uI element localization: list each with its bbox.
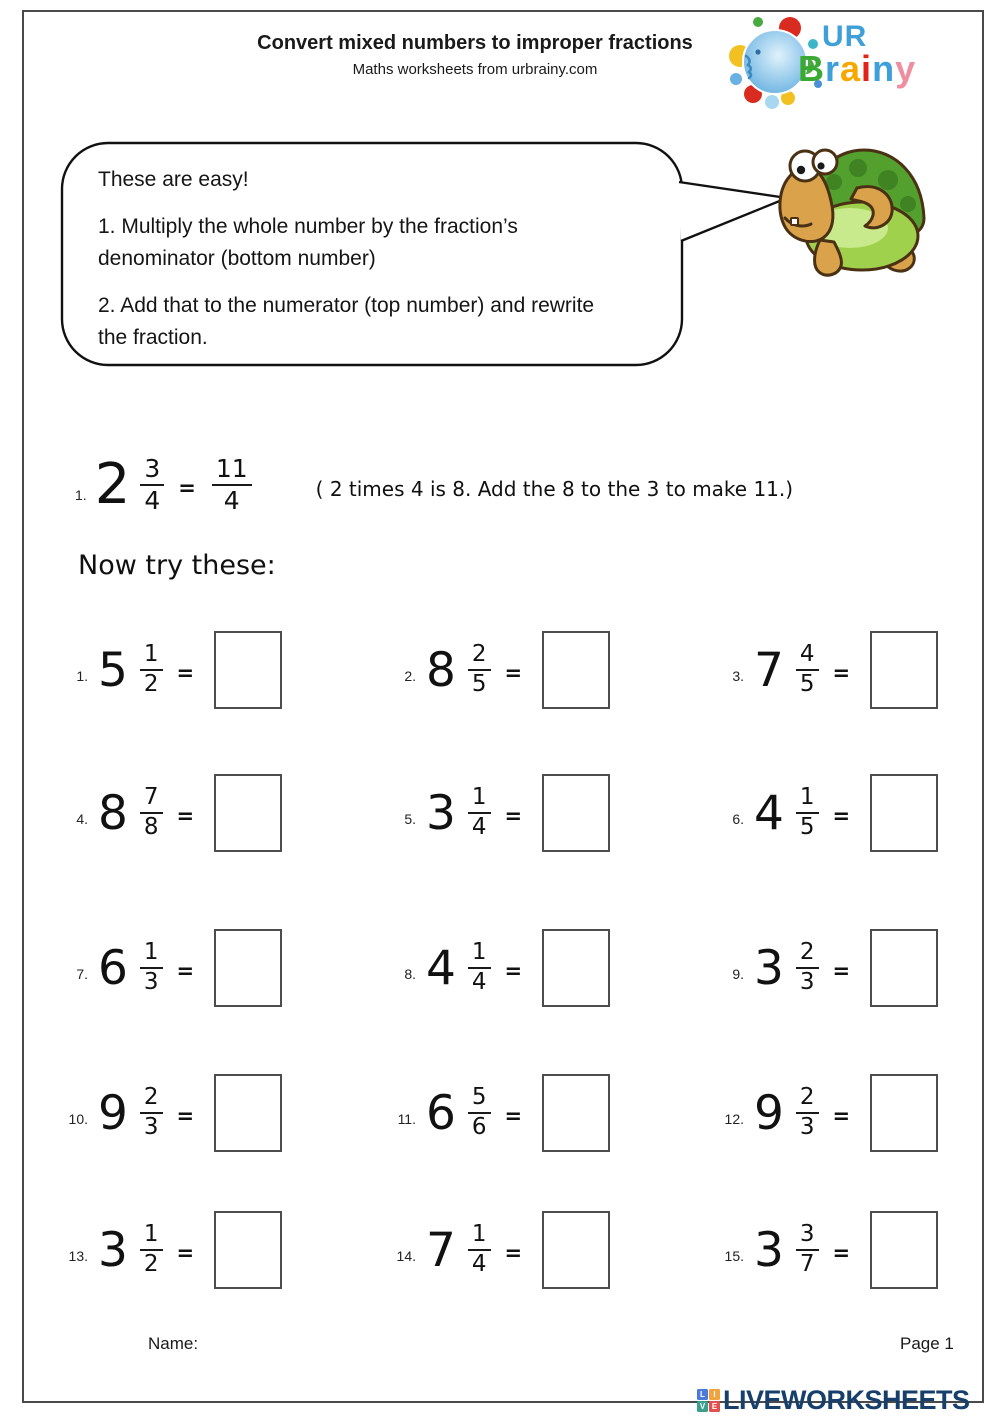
problem-number: 12. <box>724 1111 744 1127</box>
grid-letter: I <box>709 1389 720 1400</box>
answer-box-5[interactable] <box>542 774 610 852</box>
fraction: $\frac{1}{4}$ <box>468 1222 491 1278</box>
bubble-line-3: 2. Add that to the numerator (top number) and rewrite the fraction. <box>98 293 595 350</box>
whole-number: 6 <box>426 1085 456 1141</box>
answer-box-7[interactable] <box>214 929 282 1007</box>
whole-number: 7 <box>426 1222 456 1278</box>
equals-sign: = <box>504 1104 523 1128</box>
problem-number: 14. <box>396 1248 416 1264</box>
whole-number: 9 <box>98 1085 128 1141</box>
fraction: $\frac{4}{5}$ <box>796 642 819 698</box>
answer-box-4[interactable] <box>214 774 282 852</box>
problem-6 <box>714 771 954 855</box>
grid-letter: E <box>709 1401 720 1412</box>
equals-sign: = <box>176 959 195 983</box>
whole-number: 4 <box>426 940 456 996</box>
brainy-letter: r <box>825 48 841 89</box>
problem-2 <box>386 628 626 712</box>
problem-9 <box>714 926 954 1010</box>
problem-12 <box>714 1071 954 1155</box>
brainy-letter: i <box>861 48 873 89</box>
problem-number: 1. <box>76 668 88 684</box>
answer-box-9[interactable] <box>870 929 938 1007</box>
example-fraction: $\frac{3}{4}$ <box>140 455 164 515</box>
fraction: $\frac{7}{8}$ <box>140 785 163 841</box>
fraction: $\frac{2}{3}$ <box>140 1085 163 1141</box>
problem-number: 3. <box>732 668 744 684</box>
problem-15 <box>714 1208 954 1292</box>
fraction: $\frac{2}{3}$ <box>796 1085 819 1141</box>
problem-number: 11. <box>397 1111 416 1127</box>
whole-number: 3 <box>98 1222 128 1278</box>
instruction-text: Now try these: <box>78 550 276 581</box>
problem-1 <box>58 628 298 712</box>
liveworksheets-logo <box>697 1387 970 1414</box>
page-title: Convert mixed numbers to improper fractions <box>257 32 693 54</box>
problem-number: 5. <box>404 811 416 827</box>
fraction: $\frac{1}{5}$ <box>796 785 819 841</box>
page-number: Page 1 <box>900 1334 954 1353</box>
brainy-letter: a <box>840 48 862 89</box>
equals-sign: = <box>504 959 523 983</box>
equals-sign: = <box>832 959 851 983</box>
problem-number: 7. <box>76 966 88 982</box>
answer-box-8[interactable] <box>542 929 610 1007</box>
brainy-letter: n <box>872 48 896 89</box>
answer-box-1[interactable] <box>214 631 282 709</box>
problem-number: 4. <box>76 811 88 827</box>
answer-box-12[interactable] <box>870 1074 938 1152</box>
fraction: $\frac{1}{4}$ <box>468 785 491 841</box>
answer-box-10[interactable] <box>214 1074 282 1152</box>
problem-11 <box>386 1071 626 1155</box>
whole-number: 8 <box>426 642 456 698</box>
problem-3 <box>714 628 954 712</box>
answer-box-2[interactable] <box>542 631 610 709</box>
grid-letter: L <box>697 1389 708 1400</box>
problem-5 <box>386 771 626 855</box>
answer-box-15[interactable] <box>870 1211 938 1289</box>
problem-13 <box>58 1208 298 1292</box>
problem-number: 13. <box>68 1248 88 1264</box>
urbrainy-logo-ur: UR <box>822 20 868 53</box>
whole-number: 4 <box>754 785 784 841</box>
equals-sign: = <box>832 1241 851 1265</box>
problem-number: 2. <box>404 668 416 684</box>
liveworksheets-grid-icon <box>697 1389 720 1412</box>
problem-14 <box>386 1208 626 1292</box>
brainy-letter: B <box>798 48 825 89</box>
whole-number: 3 <box>754 1222 784 1278</box>
equals-sign: = <box>178 476 196 500</box>
equals-sign: = <box>504 661 523 685</box>
equals-sign: = <box>832 804 851 828</box>
fraction: $\frac{1}{2}$ <box>140 642 163 698</box>
whole-number: 6 <box>98 940 128 996</box>
answer-box-14[interactable] <box>542 1211 610 1289</box>
equals-sign: = <box>176 804 195 828</box>
equals-sign: = <box>832 661 851 685</box>
answer-box-3[interactable] <box>870 631 938 709</box>
fraction: $\frac{5}{6}$ <box>468 1085 491 1141</box>
liveworksheets-wordmark: LIVEWORKSHEETS <box>723 1385 970 1415</box>
problem-number: 9. <box>732 966 744 982</box>
example-number: 1. <box>75 487 87 503</box>
brainy-letter: y <box>895 48 917 89</box>
answer-box-6[interactable] <box>870 774 938 852</box>
fraction: $\frac{1}{4}$ <box>468 940 491 996</box>
fraction: $\frac{2}{3}$ <box>796 940 819 996</box>
whole-number: 8 <box>98 785 128 841</box>
equals-sign: = <box>176 661 195 685</box>
bubble-line-1: These are easy! <box>98 168 249 191</box>
problem-7 <box>58 926 298 1010</box>
whole-number: 7 <box>754 642 784 698</box>
example-whole-number: 2 <box>94 452 131 517</box>
whole-number: 5 <box>98 642 128 698</box>
example-answer-fraction: $\frac{11}{4}$ <box>212 455 252 515</box>
speech-bubble-text <box>98 164 620 369</box>
fraction: $\frac{2}{5}$ <box>468 642 491 698</box>
equals-sign: = <box>504 804 523 828</box>
urbrainy-logo-brainy <box>798 48 916 90</box>
problem-10 <box>58 1071 298 1155</box>
grid-letter: V <box>697 1401 708 1412</box>
fraction: $\frac{1}{3}$ <box>140 940 163 996</box>
whole-number: 3 <box>754 940 784 996</box>
equals-sign: = <box>176 1241 195 1265</box>
problem-number: 10. <box>68 1111 88 1127</box>
name-label: Name: <box>148 1334 199 1353</box>
fraction: $\frac{3}{7}$ <box>796 1222 819 1278</box>
example-problem <box>75 440 793 530</box>
problem-number: 8. <box>404 966 416 982</box>
turtle-illustration <box>762 130 934 292</box>
problem-8 <box>386 926 626 1010</box>
problem-number: 6. <box>732 811 744 827</box>
page-subtitle: Maths worksheets from urbrainy.com <box>352 61 598 78</box>
answer-box-11[interactable] <box>542 1074 610 1152</box>
example-explanation: ( 2 times 4 is 8. Add the 8 to the 3 to make 11.) <box>315 477 794 501</box>
bubble-line-2: 1. Multiply the whole number by the fraction’s denominator (bottom number) <box>98 214 518 271</box>
problem-number: 15. <box>724 1248 744 1264</box>
fraction: $\frac{1}{2}$ <box>140 1222 163 1278</box>
equals-sign: = <box>504 1241 523 1265</box>
whole-number: 9 <box>754 1085 784 1141</box>
problem-4 <box>58 771 298 855</box>
whole-number: 3 <box>426 785 456 841</box>
equals-sign: = <box>176 1104 195 1128</box>
answer-box-13[interactable] <box>214 1211 282 1289</box>
equals-sign: = <box>832 1104 851 1128</box>
